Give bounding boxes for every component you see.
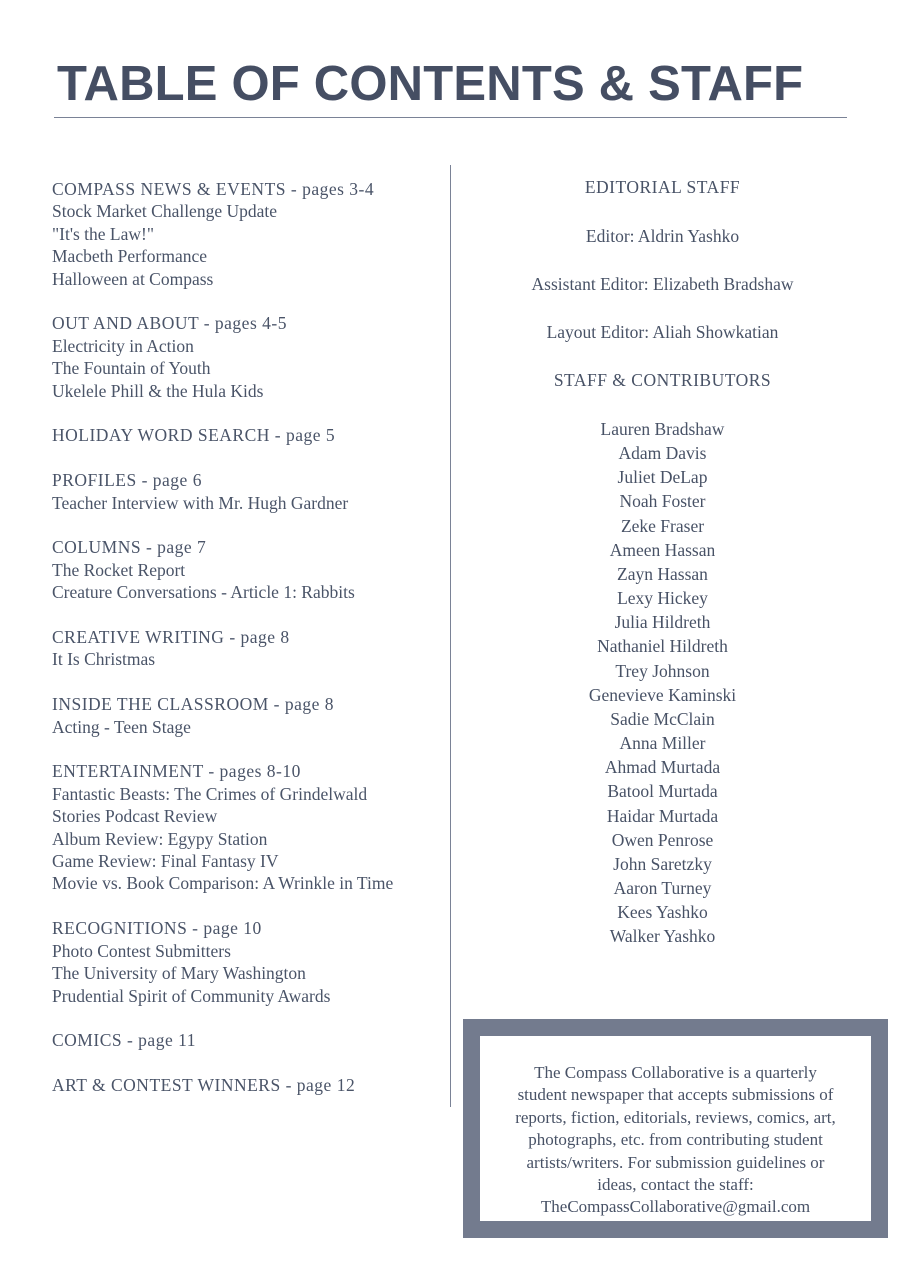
toc-heading: ENTERTAINMENT - pages 8-10 <box>52 761 301 782</box>
contributor-name: Trey Johnson <box>615 660 710 681</box>
contributor-name: Zeke Fraser <box>620 515 705 536</box>
info-line: student newspaper that accepts submissions of <box>517 1085 834 1105</box>
toc-section-out-and-about <box>52 312 447 402</box>
info-line: ideas, contact the staff: <box>597 1175 754 1195</box>
info-text <box>472 1062 879 1219</box>
toc-heading: RECOGNITIONS - page 10 <box>52 918 262 939</box>
contributor-name: Lauren Bradshaw <box>600 419 725 439</box>
toc-item: Album Review: Egypy Station <box>52 828 268 849</box>
contributor-name: Julia Hildreth <box>614 612 711 633</box>
toc-section-news <box>52 178 447 290</box>
toc-section-creative-writing <box>52 626 447 671</box>
contributor-name: Lexy Hickey <box>617 588 708 609</box>
toc-section-comics <box>52 1029 447 1051</box>
editor: Editor: Aldrin Yashko <box>585 226 740 246</box>
toc-section-entertainment <box>52 760 447 894</box>
toc-heading: INSIDE THE CLASSROOM - page 8 <box>52 694 335 715</box>
toc-heading: ART & CONTEST WINNERS - page 12 <box>52 1075 356 1096</box>
toc-section-word-search <box>52 424 447 446</box>
contributor-name: Haidar Murtada <box>606 805 719 826</box>
info-line: photographs, etc. from contributing student <box>528 1130 823 1150</box>
toc-heading: HOLIDAY WORD SEARCH - page 5 <box>52 425 336 446</box>
contributor-name: Genevieve Kaminski <box>588 684 737 705</box>
table-of-contents <box>52 178 447 1119</box>
toc-item: It Is Christmas <box>52 649 156 670</box>
contributor-name: Walker Yashko <box>609 926 716 947</box>
info-line: The Compass Collaborative is a quarterly <box>534 1063 817 1082</box>
contributor-name: Zayn Hassan <box>617 563 708 584</box>
toc-item: Photo Contest Submitters <box>52 940 231 961</box>
info-line: artists/writers. For submission guidelines or <box>526 1152 825 1172</box>
toc-item: "It's the Law!" <box>52 223 154 244</box>
contributor-name: Owen Penrose <box>611 829 714 850</box>
info-line: reports, fiction, editorials, reviews, comics, art, <box>515 1107 836 1127</box>
contributor-name: Ameen Hassan <box>609 539 716 560</box>
toc-item: Macbeth Performance <box>52 246 207 267</box>
contributor-name: Noah Foster <box>619 491 706 512</box>
toc-item: Acting - Teen Stage <box>52 716 191 737</box>
toc-heading: COMPASS NEWS & EVENTS - pages 3-4 <box>52 179 375 199</box>
title-divider <box>54 117 847 118</box>
contributor-name: Ahmad Murtada <box>604 757 721 778</box>
toc-item: Creature Conversations - Article 1: Rabbits <box>52 582 355 603</box>
toc-section-recognitions <box>52 917 447 1007</box>
toc-item: Prudential Spirit of Community Awards <box>52 985 331 1006</box>
toc-item: Electricity in Action <box>52 335 194 356</box>
contributors-list <box>460 417 865 948</box>
toc-item: Teacher Interview with Mr. Hugh Gardner <box>52 492 349 513</box>
toc-item: The Fountain of Youth <box>52 358 211 379</box>
contributor-name: Adam Davis <box>618 443 707 464</box>
column-divider <box>450 165 451 1107</box>
info-box <box>463 1019 888 1238</box>
toc-item: Halloween at Compass <box>52 268 214 289</box>
toc-heading: CREATIVE WRITING - page 8 <box>52 627 290 648</box>
contributor-name: Kees Yashko <box>617 902 708 923</box>
contributor-name: Batool Murtada <box>607 781 718 802</box>
toc-item: Game Review: Final Fantasy IV <box>52 851 279 872</box>
page-title: TABLE OF CONTENTS & STAFF <box>57 57 804 111</box>
editorial-staff-heading: EDITORIAL STAFF <box>584 177 741 197</box>
toc-item: Stories Podcast Review <box>52 806 218 827</box>
toc-section-art-contest <box>52 1074 447 1096</box>
contributor-name: Nathaniel Hildreth <box>597 636 728 657</box>
toc-heading: COLUMNS - page 7 <box>52 537 207 558</box>
staff-list <box>460 175 865 948</box>
toc-section-classroom <box>52 693 447 738</box>
toc-section-profiles <box>52 469 447 514</box>
toc-item: The Rocket Report <box>52 559 186 580</box>
toc-item: Ukelele Phill & the Hula Kids <box>52 380 264 401</box>
toc-section-columns <box>52 536 447 603</box>
toc-item: Fantastic Beasts: The Crimes of Grindelwald <box>52 783 368 804</box>
layout-editor: Layout Editor: Aliah Showkatian <box>546 322 779 342</box>
contributor-name: Sadie McClain <box>610 708 715 729</box>
toc-item: Stock Market Challenge Update <box>52 201 278 222</box>
toc-heading: PROFILES - page 6 <box>52 470 202 491</box>
contributor-name: Juliet DeLap <box>617 467 708 488</box>
toc-heading: OUT AND ABOUT - pages 4-5 <box>52 313 287 334</box>
contributor-name: Anna Miller <box>619 733 706 754</box>
contributors-heading: STAFF & CONTRIBUTORS <box>553 370 772 390</box>
info-line: TheCompassCollaborative@gmail.com <box>540 1197 811 1217</box>
toc-heading: COMICS - page 11 <box>52 1030 196 1051</box>
contributor-name: Aaron Turney <box>613 877 712 898</box>
toc-item: The University of Mary Washington <box>52 963 306 984</box>
assistant-editor: Assistant Editor: Elizabeth Bradshaw <box>531 274 794 294</box>
toc-item: Movie vs. Book Comparison: A Wrinkle in Time <box>52 873 394 894</box>
contributor-name: John Saretzky <box>613 853 712 874</box>
